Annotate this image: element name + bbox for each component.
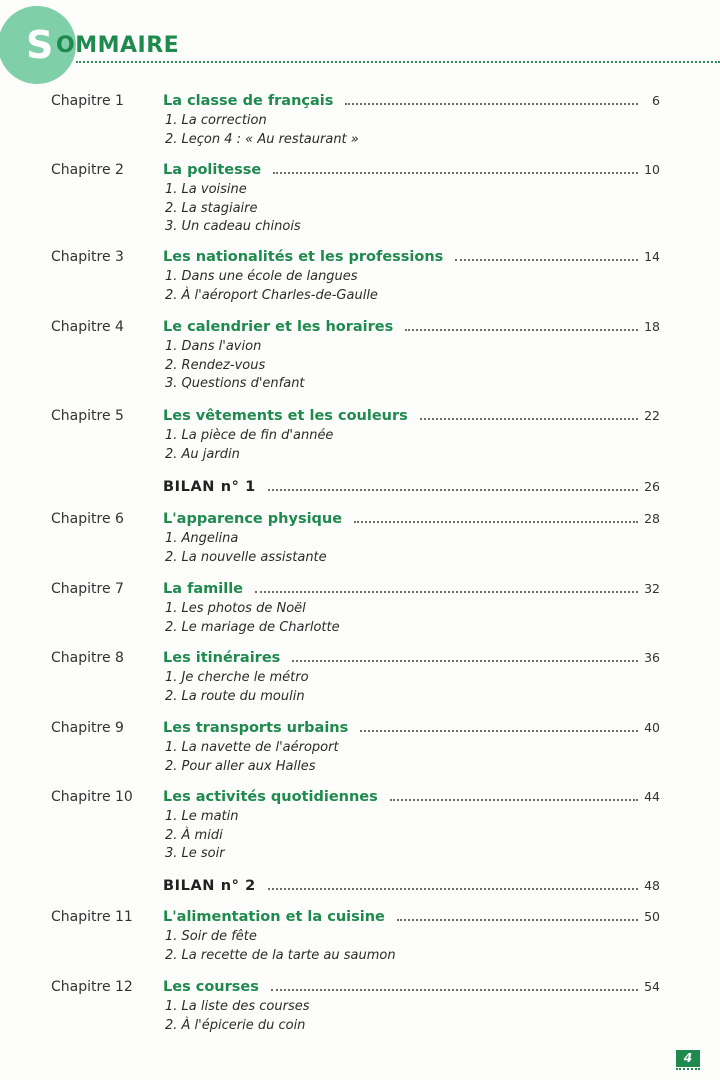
dot-leader xyxy=(268,888,638,890)
toc-entry-line xyxy=(163,510,660,528)
subsection-item: 1. Les photos de Noël xyxy=(165,601,306,616)
subsection-list xyxy=(165,530,327,567)
subsection-item: 3. Questions d'enfant xyxy=(165,376,305,392)
subsection-list xyxy=(165,669,309,706)
toc-entry-line xyxy=(163,248,660,266)
dot-leader xyxy=(360,730,638,732)
subsection-item: 2. À l'épicerie du coin xyxy=(165,1017,306,1033)
chapter-label: Chapitre 6 xyxy=(51,511,124,527)
subsection-item: 1. La navette de l'aéroport xyxy=(165,740,339,755)
chapter-title: L'alimentation et la cuisine xyxy=(163,909,385,925)
subsection-item: 1. La pièce de fin d'année xyxy=(165,428,334,443)
subsection-item: 1. La liste des courses xyxy=(165,999,310,1014)
subsection-list xyxy=(165,112,359,149)
subsection-item: 1. Je cherche le métro xyxy=(165,670,309,685)
dot-leader xyxy=(390,799,638,801)
page-number-dots xyxy=(676,1068,700,1070)
chapter-title: Les transports urbains xyxy=(163,720,349,736)
subsection-list xyxy=(165,600,340,637)
page-ref: 50 xyxy=(644,909,660,924)
subsection-item: 1. Dans l'avion xyxy=(165,339,262,354)
chapter-label: Chapitre 5 xyxy=(51,408,124,424)
subsection-list xyxy=(165,181,301,237)
subsection-item: 2. La recette de la tarte au saumon xyxy=(165,947,396,963)
toc-entry-line xyxy=(163,580,660,598)
subsection-list xyxy=(165,427,333,464)
chapter-label: Chapitre 2 xyxy=(51,162,124,178)
page-ref: 48 xyxy=(644,878,660,893)
toc-entry-line xyxy=(163,161,660,179)
subsection-item: 2. Pour aller aux Halles xyxy=(165,758,316,774)
chapter-label: Chapitre 4 xyxy=(51,319,124,335)
chapter-title: L'apparence physique xyxy=(163,511,343,527)
dot-leader xyxy=(397,919,638,921)
chapter-label: Chapitre 12 xyxy=(51,979,133,995)
toc-entry-line xyxy=(163,318,660,336)
subsection-item: 2. Leçon 4 : « Au restaurant » xyxy=(165,131,359,147)
page-header xyxy=(0,0,720,90)
subsection-item: 1. Le matin xyxy=(165,809,239,824)
page-ref: 6 xyxy=(652,93,660,108)
page-ref: 32 xyxy=(644,581,660,596)
chapter-title: Les itinéraires xyxy=(163,650,281,666)
subsection-item: 2. La route du moulin xyxy=(165,688,305,704)
subsection-item: 3. Le soir xyxy=(165,846,225,862)
page-ref: 22 xyxy=(644,408,660,423)
page-number: 4 xyxy=(676,1050,700,1067)
chapter-label: Chapitre 7 xyxy=(51,581,124,597)
subsection-item: 2. Au jardin xyxy=(165,446,240,462)
page-ref: 44 xyxy=(644,789,660,804)
chapter-label: Chapitre 9 xyxy=(51,720,124,736)
toc-entry-line xyxy=(163,92,660,110)
subsection-list xyxy=(165,998,310,1035)
page-ref: 14 xyxy=(644,249,660,264)
toc-entry-line xyxy=(163,908,660,926)
page-ref: 36 xyxy=(644,650,660,665)
subsection-list xyxy=(165,808,239,864)
subsection-list xyxy=(165,739,339,776)
page-ref: 54 xyxy=(644,979,660,994)
page-ref: 28 xyxy=(644,511,660,526)
subsection-item: 2. La stagiaire xyxy=(165,200,258,216)
subsection-item: 2. Le mariage de Charlotte xyxy=(165,619,340,635)
page-ref: 26 xyxy=(644,479,660,494)
chapter-title: Les activités quotidiennes xyxy=(163,789,378,805)
subsection-item: 1. Dans une école de langues xyxy=(165,269,358,284)
subsection-item: 1. La voisine xyxy=(165,182,247,197)
chapter-title: La politesse xyxy=(163,162,262,178)
dot-leader xyxy=(292,660,638,662)
toc-entry-line xyxy=(163,649,660,667)
subsection-item: 2. À midi xyxy=(165,827,223,843)
toc-entry-line xyxy=(163,407,660,425)
page-ref: 40 xyxy=(644,720,660,735)
subsection-item: 2. À l'aéroport Charles-de-Gaulle xyxy=(165,287,378,303)
chapter-label: Chapitre 3 xyxy=(51,249,124,265)
chapter-label: Chapitre 1 xyxy=(51,93,124,109)
toc-entry-line xyxy=(163,877,660,895)
dot-leader xyxy=(273,172,638,174)
chapter-title: Les courses xyxy=(163,979,259,995)
chapter-label: Chapitre 8 xyxy=(51,650,124,666)
bilan-title: BILAN n° 2 xyxy=(163,878,256,894)
subsection-item: 3. Un cadeau chinois xyxy=(165,219,301,235)
chapter-label: Chapitre 11 xyxy=(51,909,133,925)
page-ref: 18 xyxy=(644,319,660,334)
subsection-list xyxy=(165,928,396,965)
toc-entry-line xyxy=(163,978,660,996)
bilan-title: BILAN n° 1 xyxy=(163,479,256,495)
chapter-title: La classe de français xyxy=(163,93,334,109)
page-title: OMMAIRE xyxy=(56,33,180,58)
dot-leader xyxy=(268,489,638,491)
chapter-title: La famille xyxy=(163,581,244,597)
title-initial: S xyxy=(26,23,54,67)
dot-leader xyxy=(354,521,638,523)
toc-entry-line xyxy=(163,719,660,737)
toc-entry-line xyxy=(163,788,660,806)
dot-leader xyxy=(420,418,638,420)
chapter-title: Les nationalités et les professions xyxy=(163,249,444,265)
page-ref: 10 xyxy=(644,162,660,177)
dot-leader xyxy=(405,329,638,331)
dot-leader xyxy=(255,591,638,593)
subsection-item: 1. Angelina xyxy=(165,531,239,546)
dot-leader xyxy=(271,989,638,991)
chapter-title: Le calendrier et les horaires xyxy=(163,319,394,335)
subsection-item: 1. Soir de fête xyxy=(165,929,257,944)
subsection-list xyxy=(165,268,378,305)
chapter-title: Les vêtements et les couleurs xyxy=(163,408,408,424)
toc-entry-line xyxy=(163,478,660,496)
dot-leader xyxy=(455,259,638,261)
subsection-item: 1. La correction xyxy=(165,113,267,128)
chapter-label: Chapitre 10 xyxy=(51,789,133,805)
subsection-item: 2. Rendez-vous xyxy=(165,357,266,373)
header-dotted-rule xyxy=(76,61,720,63)
subsection-item: 2. La nouvelle assistante xyxy=(165,549,327,565)
dot-leader xyxy=(345,103,638,105)
subsection-list xyxy=(165,338,305,394)
